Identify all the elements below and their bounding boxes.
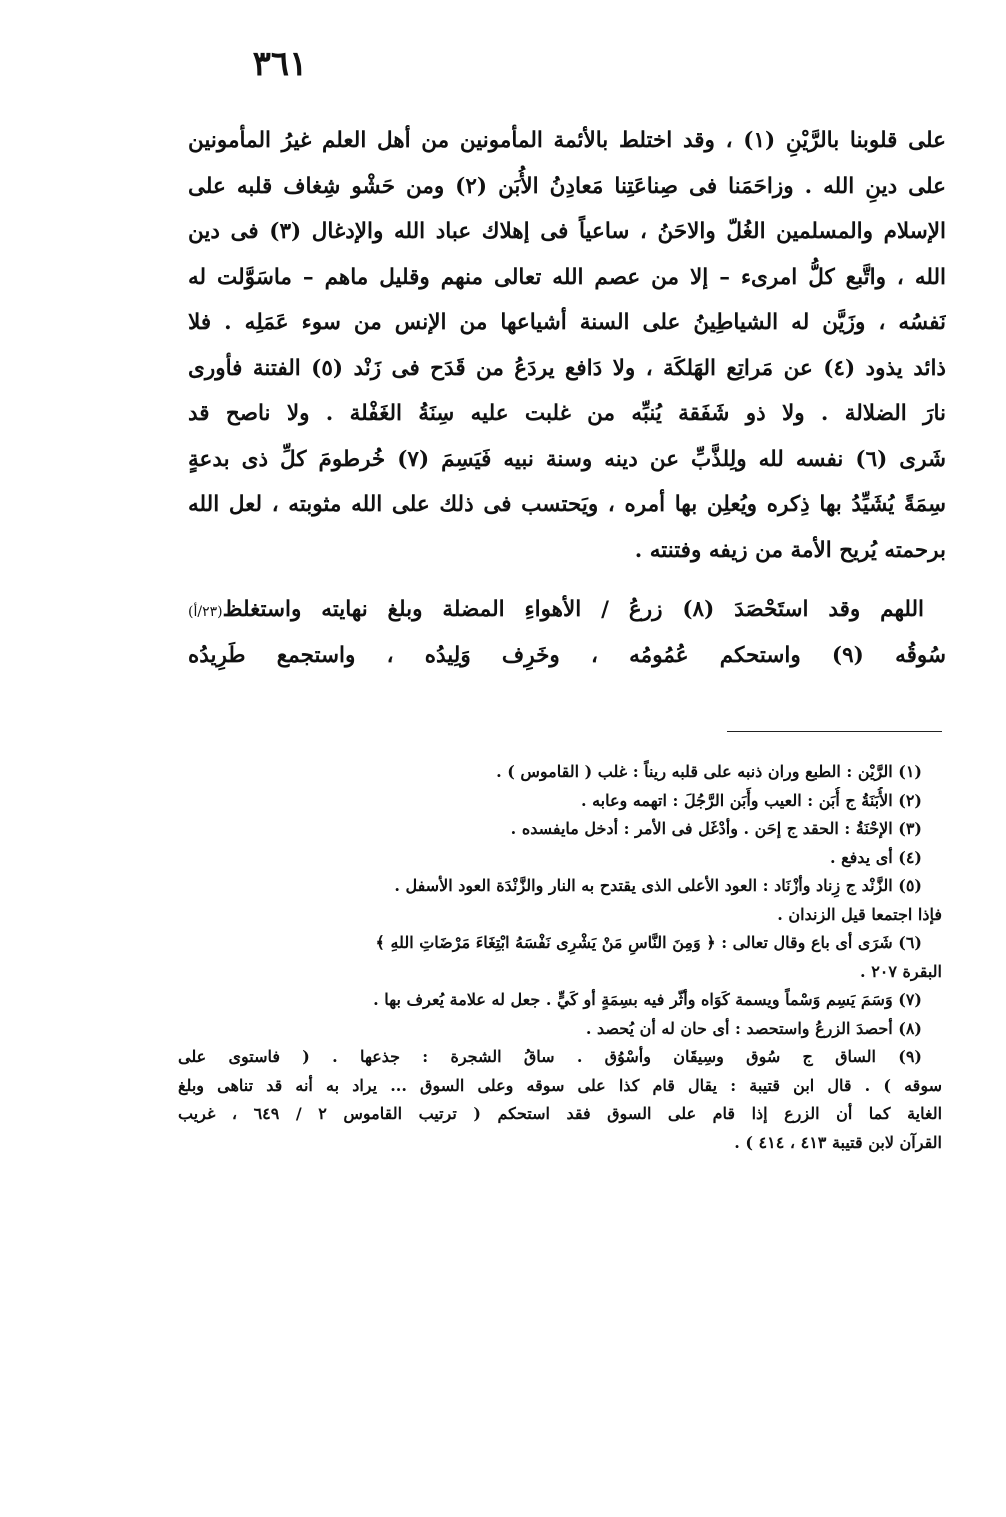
main-text-line: نارَ الضلالة . ولا ذو شَفَقة يُنبِّه من غلبت عليه سِنَةُ الغَفْلة . ولا ناصح قد xyxy=(188,401,946,426)
page-number: ٣٦١ xyxy=(252,44,308,84)
footnote-line: البقرة ٢٠٧ . xyxy=(860,961,942,981)
main-text-line: على قلوبنا بالرَّيْنِ (١) ، وقد اختلط بالأئمة المأمونين من أهل العلم غيرُ المأمونين xyxy=(188,128,946,153)
footnote-line: (٥) الزَّنْد ج زِناد وأزْنَاد : العود الأعلى الذى يقتدح به النار والزَّنْدَة العود الأسفل . xyxy=(394,876,922,895)
main-text-line: نَفسُه ، وزَيَّن له الشياطِينُ على السنة أشياعها من الإنس من سوء عَمَلِه . فلا xyxy=(188,310,946,335)
footnote-line: فإذا اجتمعا قيل الزندان . xyxy=(777,904,942,924)
footnote-line: (١) الرَّيْن : الطبع وران ذنبه على قلبه ريناً : غلب ( القاموس ) . xyxy=(496,762,922,781)
main-text-line: سِمَةً يُشَيِّدُ بها ذِكره ويُعلِن بها أمره ، ويَحتسب فى ذلك على الله مثوبته ، لعل الله xyxy=(188,492,946,517)
main-text-line: برحمته يُريح الأمة من زيفه وفتنته . xyxy=(634,537,946,563)
footnote-line: (٨) أحصدَ الزرعُ واستحصد : أى حان له أن يُحصد . xyxy=(585,1018,922,1038)
main-text-line: ذائد يذود (٤) عن مَراتِع الهَلكَة ، ولا دَافع يردَعُ من قَدَح فى زَنْد (٥) الفتنة فأورى xyxy=(188,355,946,381)
main-text-line: سُوقُه (٩) واستحكم عُمُومُه ، وخَرِف وَلِيدُه ، واستجمع طَرِيدُه xyxy=(188,642,946,668)
main-text-line: على دينِ الله . وزاحَمَنا فى صِناعَتِنا مَعادِنُ الأُبَن (٢) ومن حَشْو شِغاف قلبه على xyxy=(188,173,946,199)
main-text-line: الله ، واتَّبع كلُّ امرىء – إلا من عصم الله تعالى منهم وقليل ماهم – ماسَوَّلت له xyxy=(188,264,946,290)
footnote-line: (٢) الأُبَنَةُ ج أُبَن : العيب وأَبَن الرَّجُلَ : اتهمه وعابه . xyxy=(580,790,922,810)
main-text-line xyxy=(188,587,946,633)
footnote-line: (٣) الإحْنَةُ : الحقد ج إحَن . وأدْغَل فى الأمر : أدخل مايفسده . xyxy=(510,819,922,838)
footnote-line: سوقه ) . قال ابن قتيبة : يقال قام كذا على سوقه وعلى السوق ... يراد به أنه قد تناهى وبلغ xyxy=(178,1075,942,1095)
main-text xyxy=(188,118,946,678)
main-text-line: شَرى (٦) نفسه لله ولِلذَّبِّ عن دينه وسنة نبيه فَيَسِمَ (٧) خُرطومَ كلِّ ذى بدعةٍ xyxy=(188,446,946,472)
main-text-line: الإسلام والمسلمين الغُلّ والاحَنُ ، ساعياً فى إهلاك عباد الله والإدغال (٣) فى دين xyxy=(188,219,946,244)
footnote-line: (٦) شَرَى أى باع وقال تعالى : ﴿ وَمِنَ النَّاسِ مَنْ يَشْرِى نَفْسَهُ ابْتِغَاءَ مَرْضَاتِ اللهِ ﴾ xyxy=(375,933,922,952)
footnote-divider xyxy=(727,731,942,732)
footnote-line: (٩) الساق ج سُوق وسِيقَان وأسْوُق . ساقُ الشجرة : جذعها . ( فاستوى على xyxy=(178,1047,922,1066)
paragraph-gap xyxy=(188,573,946,587)
footnotes xyxy=(178,758,942,1157)
footnote-line: القرآن لابن قتيبة ٤١٣ ، ٤١٤ ) . xyxy=(734,1132,942,1152)
margin-folio-reference: (٢٣/أ) xyxy=(188,604,223,620)
footnote-line: (٤) أى يدفع . xyxy=(829,847,922,867)
footnote-line: (٧) وَسَمَ يَسِم وَسْماً ويسمة كَوَاه وأثّر فيه بسِمَةٍ أو كَيٍّ . جعل له علامة يُعرف بها . xyxy=(373,990,922,1009)
footnote-line: الغاية كما أن الزرع إذا قام على السوق فقد استحكم ( ترتيب القاموس ٢ / ٦٤٩ ، غريب xyxy=(178,1104,942,1123)
main-text-line-content: اللهم وقد استَحْصَدَ (٨) زرعُ / الأهواءِ المضلة وبلغ نهايته واستغلظ xyxy=(222,597,925,622)
